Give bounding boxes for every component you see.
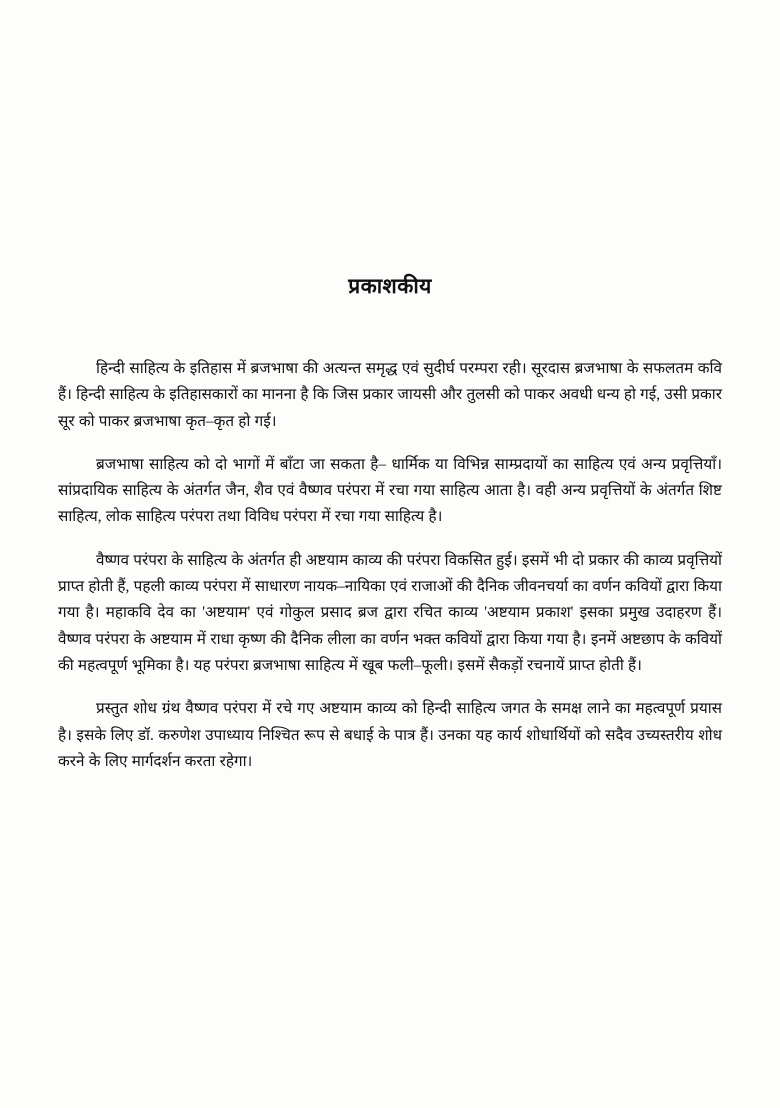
- paragraph: हिन्दी साहित्य के इतिहास में ब्रजभाषा की अत्यन्त समृद्ध एवं सुदीर्घ परम्परा रही। सूरदास ब्रजभाषा के सफलतम कवि हैं। हिन्दी साहित्य के इतिहासकारों का मानना है कि जिस प्रकार जायसी और तुलसी को पाकर अवधी धन्य हो गई, उसी प्रकार सूर को पाकर ब्रजभाषा कृत–कृत हो गई।: [58, 360, 722, 430]
- page-title: प्रकाशकीय: [348, 274, 432, 298]
- document-body: [58, 356, 722, 775]
- paragraph: वैष्णव परंपरा के साहित्य के अंतर्गत ही अष्टयाम काव्य की परंपरा विकसित हुई। इसमें भी दो प्रकार की काव्य प्रवृत्तियों प्राप्त होती हैं, पहली काव्य परंपरा में साधारण नायक–नायिका एवं राजाओं की दैनिक जीवनचर्या का वर्णन कवियों द्वारा किया गया है। महाकवि देव का 'अष्टयाम' एवं गोकुल प्रसाद ब्रज द्वारा रचित काव्य 'अष्टयाम प्रकाश' इसका प्रमुख उदाहरण हैं। वैष्णव परंपरा के अष्टयाम में राधा कृष्ण की दैनिक लीला का वर्णन भक्त कवियों द्वारा किया गया है। इनमें अष्टछाप के कवियों की महत्वपूर्ण भूमिका है। यह परंपरा ब्रजभाषा साहित्य में खूब फली–फूली। इसमें सैकड़ों रचनायें प्राप्त होती हैं।: [58, 551, 722, 674]
- paragraph: प्रस्तुत शोध ग्रंथ वैष्णव परंपरा में रचे गए अष्टयाम काव्य को हिन्दी साहित्य जगत के समक्ष लाने का महत्वपूर्ण प्रयास है। इसके लिए डॉ. करुणेश उपाध्याय निश्चित रूप से बधाई के पात्र हैं। उनका यह कार्य शोधार्थियों को सदैव उच्यस्तरीय शोध करने के लिए मार्गदर्शन करता रहेगा।: [58, 700, 722, 770]
- paragraph: ब्रजभाषा साहित्य को दो भागों में बाँटा जा सकता है– धार्मिक या विभिन्न साम्प्रदायों का साहित्य एवं अन्य प्रवृत्तियाँ। सांप्रदायिक साहित्य के अंतर्गत जैन, शैव एवं वैष्णव परंपरा में रचा गया साहित्य आता है। वही अन्य प्रवृत्तियों के अंतर्गत शिष्ट साहित्य, लोक साहित्य परंपरा तथा विविध परंपरा में रचा गया साहित्य है।: [58, 455, 722, 526]
